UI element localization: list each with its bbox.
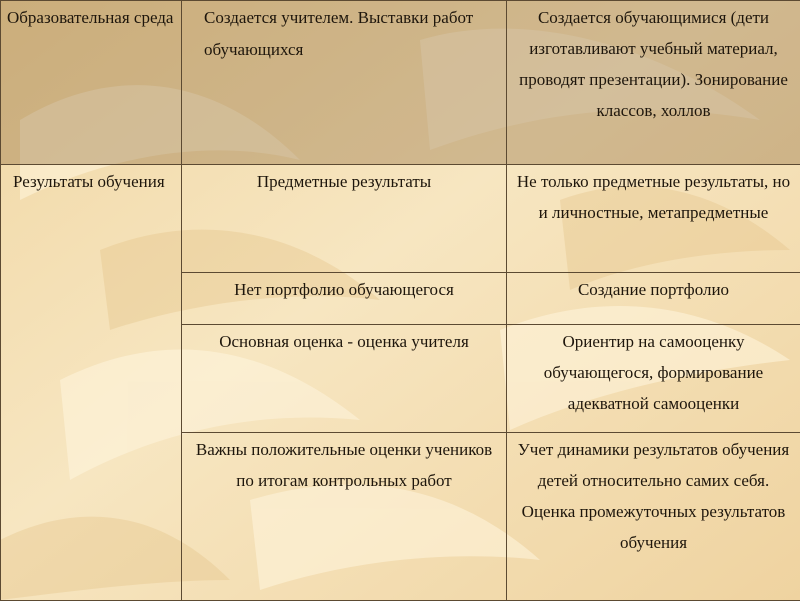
- table-cell: Основная оценка - оценка учителя: [182, 325, 507, 433]
- table-cell: Создание портфолио: [507, 273, 800, 325]
- table-cell: Создается обучающимися (дети изготавливают учебный материал, проводят презентации). Зонирование классов, холлов: [507, 1, 800, 165]
- table-cell: Важны положительные оценки учеников по итогам контрольных работ: [182, 433, 507, 601]
- table-row: [1, 165, 800, 273]
- table-cell: Образовательная среда: [1, 1, 182, 165]
- table-cell: Учет динамики результатов обучения детей относительно самих себя. Оценка промежуточных результатов обучения: [507, 433, 800, 601]
- table-row: [1, 1, 800, 165]
- table-cell: Нет портфолио обучающегося: [182, 273, 507, 325]
- table-cell: Ориентир на самооценку обучающегося, формирование адекватной самооценки: [507, 325, 800, 433]
- table-cell: Создается учителем. Выставки работ обучающихся: [182, 1, 507, 165]
- table-cell: Результаты обучения: [1, 165, 182, 601]
- table-cell: Предметные результаты: [182, 165, 507, 273]
- table-cell: Не только предметные результаты, но и личностные, метапредметные: [507, 165, 800, 273]
